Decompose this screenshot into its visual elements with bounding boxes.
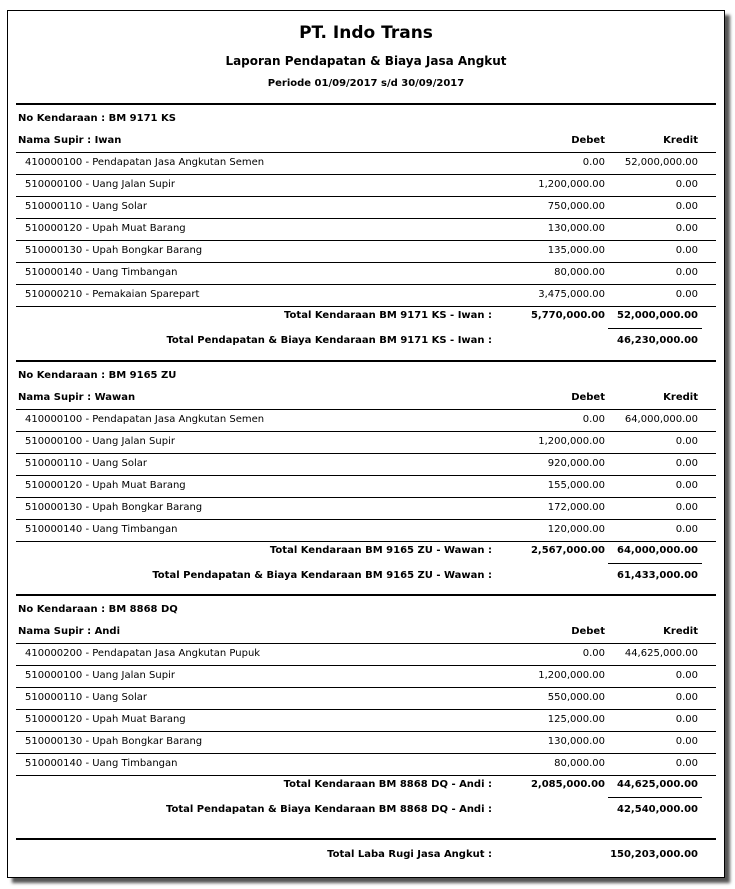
debet-value: 550,000.00 (547, 692, 605, 703)
row-line (16, 497, 716, 498)
account-description: 510000130 - Upah Bongkar Barang (25, 502, 203, 513)
vehicle-number: No Kendaraan : BM 9165 ZU (18, 370, 177, 381)
header-underline (16, 643, 716, 644)
account-description: 510000110 - Uang Solar (25, 201, 148, 212)
row-line (16, 731, 716, 732)
kredit-header: Kredit (663, 392, 698, 403)
debet-value: 0.00 (582, 157, 605, 168)
account-description: 510000120 - Upah Muat Barang (25, 480, 186, 491)
kredit-value: 0.00 (675, 179, 698, 190)
row-line (16, 709, 716, 710)
section-divider (16, 360, 716, 362)
account-description: 510000100 - Uang Jalan Supir (25, 179, 175, 190)
vehicle-total-label: Total Kendaraan BM 8868 DQ - Andi : (283, 779, 492, 790)
row-line (16, 519, 716, 520)
report-title: Laporan Pendapatan & Biaya Jasa Angkut (225, 54, 507, 68)
account-description: 410000100 - Pendapatan Jasa Angkutan Semen (25, 157, 265, 168)
kredit-value: 0.00 (675, 524, 698, 535)
kredit-value: 0.00 (675, 670, 698, 681)
kredit-value: 0.00 (675, 736, 698, 747)
vehicle-number: No Kendaraan : BM 8868 DQ (18, 604, 178, 615)
vehicle-net-value: 61,433,000.00 (617, 570, 698, 581)
kredit-value: 0.00 (675, 714, 698, 725)
row-line (16, 541, 716, 542)
vehicle-net-value: 42,540,000.00 (617, 804, 698, 815)
row-line (16, 218, 716, 219)
section-divider (16, 103, 716, 105)
header-underline (16, 409, 716, 410)
kredit-value: 0.00 (675, 289, 698, 300)
kredit-value: 52,000,000.00 (624, 157, 698, 168)
kredit-value: 0.00 (675, 458, 698, 469)
net-value-line (608, 328, 702, 329)
vehicle-total-label: Total Kendaraan BM 9171 KS - Iwan : (284, 310, 492, 321)
grand-total-label: Total Laba Rugi Jasa Angkut : (327, 849, 492, 860)
account-description: 510000130 - Upah Bongkar Barang (25, 736, 203, 747)
account-description: 410000200 - Pendapatan Jasa Angkutan Pupuk (25, 648, 261, 659)
debet-header: Debet (571, 135, 605, 146)
driver-name: Nama Supir : Andi (18, 626, 121, 637)
account-description: 510000100 - Uang Jalan Supir (25, 670, 175, 681)
debet-value: 0.00 (582, 414, 605, 425)
header-underline (16, 152, 716, 153)
kredit-value: 44,625,000.00 (624, 648, 698, 659)
row-line (16, 753, 716, 754)
account-description: 510000130 - Upah Bongkar Barang (25, 245, 203, 256)
net-value-line (608, 563, 702, 564)
kredit-value: 64,000,000.00 (624, 414, 698, 425)
account-description: 510000140 - Uang Timbangan (25, 267, 178, 278)
debet-value: 750,000.00 (547, 201, 605, 212)
report-page (7, 10, 725, 878)
vehicle-net-label: Total Pendapatan & Biaya Kendaraan BM 9165 ZU - Wawan : (152, 570, 492, 581)
row-line (16, 196, 716, 197)
account-description: 510000100 - Uang Jalan Supir (25, 436, 175, 447)
kredit-header: Kredit (663, 135, 698, 146)
account-description: 510000140 - Uang Timbangan (25, 524, 178, 535)
debet-value: 80,000.00 (554, 267, 605, 278)
vehicle-net-label: Total Pendapatan & Biaya Kendaraan BM 9171 KS - Iwan : (166, 335, 492, 346)
vehicle-total-debet: 2,085,000.00 (530, 779, 605, 790)
vehicle-net-label: Total Pendapatan & Biaya Kendaraan BM 8868 DQ - Andi : (165, 804, 492, 815)
kredit-header: Kredit (663, 626, 698, 637)
row-line (16, 306, 716, 307)
kredit-value: 0.00 (675, 267, 698, 278)
account-description: 510000120 - Upah Muat Barang (25, 714, 186, 725)
debet-value: 172,000.00 (547, 502, 605, 513)
debet-value: 1,200,000.00 (538, 179, 605, 190)
row-line (16, 262, 716, 263)
row-line (16, 284, 716, 285)
debet-value: 130,000.00 (547, 736, 605, 747)
net-value-line (608, 797, 702, 798)
account-description: 510000110 - Uang Solar (25, 458, 148, 469)
debet-value: 3,475,000.00 (538, 289, 605, 300)
debet-value: 1,200,000.00 (538, 670, 605, 681)
row-line (16, 240, 716, 241)
section-divider (16, 594, 716, 596)
driver-name: Nama Supir : Wawan (18, 392, 136, 403)
vehicle-total-kredit: 44,625,000.00 (617, 779, 698, 790)
grand-total-divider (16, 838, 716, 840)
debet-value: 135,000.00 (547, 245, 605, 256)
debet-value: 0.00 (582, 648, 605, 659)
account-description: 410000100 - Pendapatan Jasa Angkutan Semen (25, 414, 265, 425)
row-line (16, 665, 716, 666)
debet-value: 120,000.00 (547, 524, 605, 535)
account-description: 510000140 - Uang Timbangan (25, 758, 178, 769)
debet-value: 125,000.00 (547, 714, 605, 725)
kredit-value: 0.00 (675, 223, 698, 234)
vehicle-total-kredit: 52,000,000.00 (617, 310, 698, 321)
row-line (16, 453, 716, 454)
vehicle-total-label: Total Kendaraan BM 9165 ZU - Wawan : (269, 545, 492, 556)
debet-value: 1,200,000.00 (538, 436, 605, 447)
kredit-value: 0.00 (675, 480, 698, 491)
row-line (16, 687, 716, 688)
kredit-value: 0.00 (675, 692, 698, 703)
vehicle-total-kredit: 64,000,000.00 (617, 545, 698, 556)
debet-value: 130,000.00 (547, 223, 605, 234)
account-description: 510000210 - Pemakaian Sparepart (25, 289, 200, 300)
row-line (16, 775, 716, 776)
debet-header: Debet (571, 626, 605, 637)
row-line (16, 174, 716, 175)
kredit-value: 0.00 (675, 758, 698, 769)
debet-value: 155,000.00 (547, 480, 605, 491)
grand-total-value: 150,203,000.00 (610, 849, 698, 860)
account-description: 510000120 - Upah Muat Barang (25, 223, 186, 234)
vehicle-number: No Kendaraan : BM 9171 KS (18, 113, 176, 124)
account-description: 510000110 - Uang Solar (25, 692, 148, 703)
kredit-value: 0.00 (675, 245, 698, 256)
debet-value: 920,000.00 (547, 458, 605, 469)
driver-name: Nama Supir : Iwan (18, 135, 122, 146)
vehicle-total-debet: 5,770,000.00 (530, 310, 605, 321)
report-period: Periode 01/09/2017 s/d 30/09/2017 (267, 78, 465, 89)
kredit-value: 0.00 (675, 436, 698, 447)
vehicle-total-debet: 2,567,000.00 (530, 545, 605, 556)
kredit-value: 0.00 (675, 502, 698, 513)
company-name: PT. Indo Trans (299, 23, 433, 43)
vehicle-net-value: 46,230,000.00 (617, 335, 698, 346)
debet-value: 80,000.00 (554, 758, 605, 769)
row-line (16, 475, 716, 476)
kredit-value: 0.00 (675, 201, 698, 212)
debet-header: Debet (571, 392, 605, 403)
row-line (16, 431, 716, 432)
